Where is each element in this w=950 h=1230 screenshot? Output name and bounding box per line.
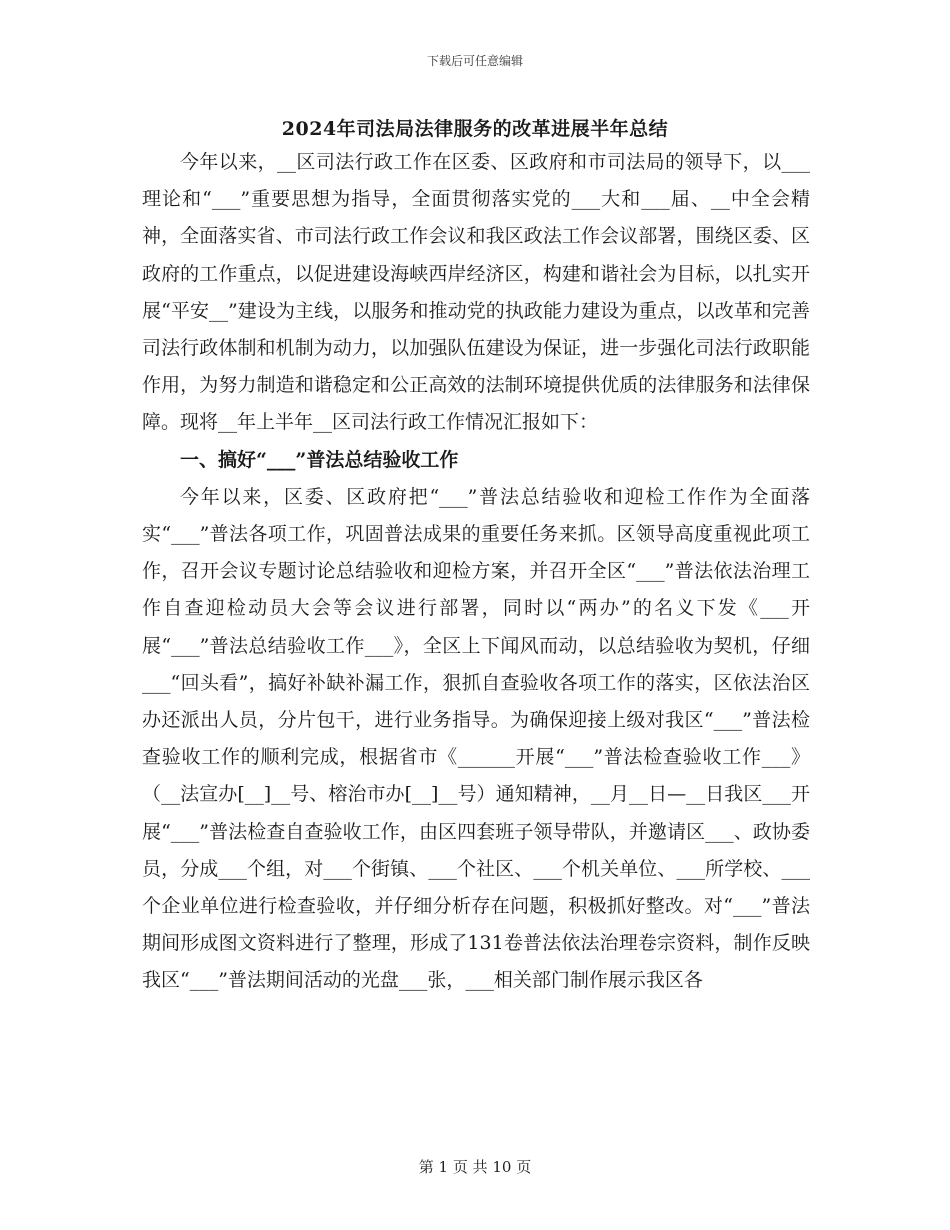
intro-paragraph: 今年以来，__区司法行政工作在区委、区政府和市司法局的领导下，以___理论和“___”重要思想为指导，全面贯彻落实党的___大和___届、__中全会精神，全面落实省、市司法行政工作会议和我区政法工作会议部署，围绕区委、区政府的工作重点，以促进建设海峡西岸经济区，构建和谐社会为目标，以扎实开展“平安__”建设为主线，以服务和推动党的执政能力建设为重点，以改革和完善司法行政体制和机制为动力，以加强队伍建设为保证，进一步强化司法行政职能作用，为努力制造和谐稳定和公正高效的法制环境提供优质的法律服务和法律保障。现将__年上半年__区司法行政工作情况汇报如下： bbox=[142, 151, 810, 434]
section-heading-1: 一、搞好“___”普法总结验收工作 bbox=[180, 448, 459, 471]
section-1-paragraph: 今年以来，区委、区政府把“___”普法总结验收和迎检工作作为全面落实“___”普法各项工作，巩固普法成果的重要任务来抓。区领导高度重视此项工作，召开会议专题讨论总结验收和迎检方案，并召开全区“___”普法依法治理工作自查迎检动员大会等会议进行部署，同时以“两办”的名义下发《___开展“___”普法总结验收工作___》，全区上下闻风而动，以总结验收为契机，仔细___“回头看”，搞好补缺补漏工作，狠抓自查验收各项工作的落实，区依法治区办还派出人员，分片包干，进行业务指导。为确保迎接上级对我区“___”普法检查验收工作的顺利完成，根据省市《______开展“___”普法检查验收工作___》（__法宣办[__]__号、榕治市办[__]__号）通知精神，__月__日—__日我区___开展“___”普法检查自查验收工作，由区四套班子领导带队，并邀请区___、政协委员，分成___个组，对___个街镇、___个社区、___个机关单位、___所学校、___个企业单位进行检查验收，并仔细分析存在问题，积极抓好整改。对“___”普法期间形成图文资料进行了整理，形成了131卷普法依法治理卷宗资料，制作反映我区“___”普法期间活动的光盘___张，___相关部门制作展示我区各 bbox=[142, 485, 810, 992]
page-header-note: 下载后可任意编辑 bbox=[426, 54, 523, 68]
page-number-footer: 第 1 页 共 10 页 bbox=[418, 1158, 532, 1176]
document-body bbox=[142, 144, 810, 1000]
document-title: 2024年司法局法律服务的改革进展半年总结 bbox=[281, 118, 669, 140]
